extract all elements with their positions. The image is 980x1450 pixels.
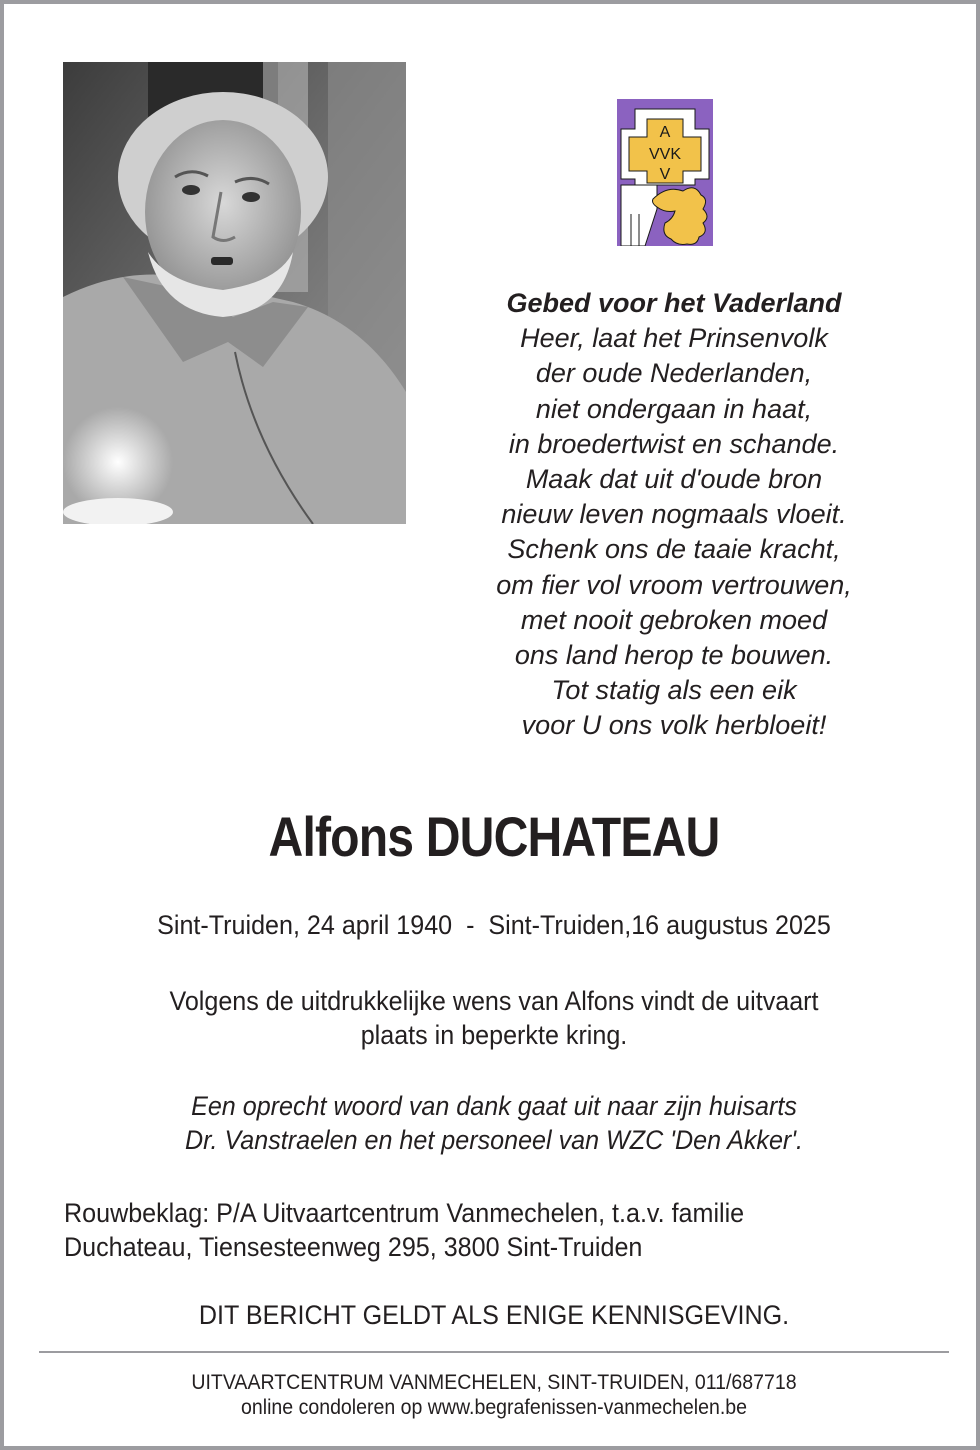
svg-text:V: V — [659, 166, 671, 183]
deceased-name: Alfons DUCHATEAU — [268, 805, 720, 868]
official-notice: DIT BERICHT GELDT ALS ENIGE KENNISGEVING. — [198, 1300, 790, 1330]
funeral-home-footer — [38, 1370, 949, 1420]
thanks-line: Een oprecht woord van dank gaat uit naar zijn huisarts — [191, 1091, 797, 1121]
prayer-line: der oude Nederlanden, — [535, 358, 813, 389]
prayer-line: nieuw leven nogmaals vloeit. — [501, 499, 847, 530]
address-line: Duchateau, Tiensesteenweg 295, 3800 Sint-Truiden — [64, 1232, 643, 1262]
online-condolence-link[interactable]: online condoleren op www.begrafenissen-vanmechelen.be — [241, 1396, 747, 1419]
funeral-home-contact: UITVAARTCENTRUM VANMECHELEN, SINT-TRUIDEN, 011/687718 — [191, 1371, 797, 1394]
thanks-line: Dr. Vanstraelen en het personeel van WZC 'Den Akker'. — [184, 1125, 804, 1155]
prayer-line: voor U ons volk herbloeit! — [521, 710, 827, 741]
wish-line: plaats in beperkte kring. — [360, 1020, 628, 1050]
avvk-logo — [617, 99, 713, 246]
funeral-wish-text — [38, 984, 949, 1052]
prayer-line: Tot statig als een eik — [551, 675, 797, 706]
footer-divider — [39, 1351, 949, 1353]
portrait-photo — [63, 62, 406, 524]
thanks-text — [38, 1089, 949, 1157]
portrait-image — [63, 62, 406, 524]
prayer-line: Maak dat uit d'oude bron — [525, 464, 823, 495]
prayer-line: in broedertwist en schande. — [508, 428, 840, 459]
birth-death-dates: Sint-Truiden, 24 april 1940 - Sint-Truiden,16 augustus 2025 — [157, 910, 831, 940]
avvk-emblem-icon — [617, 99, 713, 246]
prayer-line: ons land herop te bouwen. — [514, 640, 834, 671]
prayer-line: om fier vol vroom vertrouwen, — [496, 569, 852, 600]
condolence-address — [64, 1196, 882, 1264]
svg-text:A: A — [659, 124, 671, 141]
address-line: Rouwbeklag: P/A Uitvaartcentrum Vanmechelen, t.a.v. familie — [64, 1198, 745, 1228]
prayer-line: Heer, laat het Prinsenvolk — [520, 323, 828, 354]
prayer-title: Gebed voor het Vaderland — [506, 288, 842, 318]
wish-line: Volgens de uitdrukkelijke wens van Alfons vindt de uitvaart — [169, 986, 819, 1016]
prayer-line: niet ondergaan in haat, — [535, 393, 813, 424]
prayer-line: met nooit gebroken moed — [520, 604, 828, 635]
prayer-text — [444, 286, 904, 744]
svg-text:VVK: VVK — [648, 146, 682, 163]
prayer-line: Schenk ons de taaie kracht, — [507, 534, 841, 565]
